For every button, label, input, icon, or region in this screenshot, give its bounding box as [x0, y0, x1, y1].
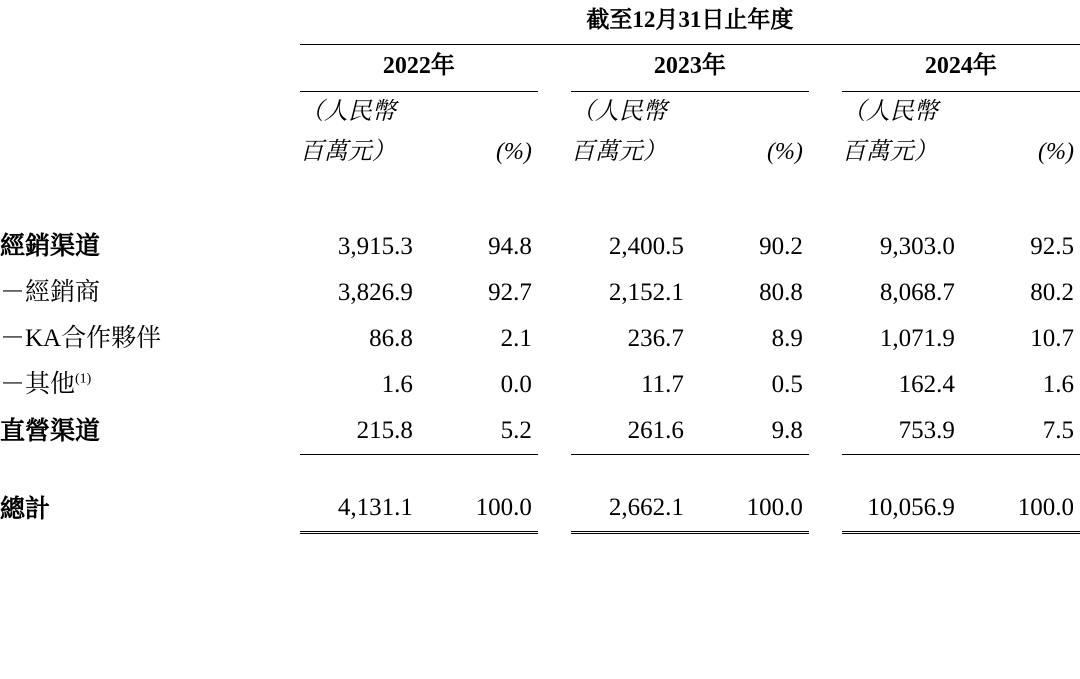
- total-2024-amount: 10,056.9: [842, 485, 961, 533]
- row-label-others: [0, 362, 300, 408]
- row-label-ka-partners: －KA合作夥伴: [0, 325, 162, 352]
- row-gap-2: [809, 316, 842, 362]
- cell-2024-amount: 9,303.0: [879, 233, 955, 260]
- table-row: [0, 270, 1080, 316]
- cell-2023-percent: 80.8: [759, 279, 803, 306]
- table-row: [0, 362, 1080, 408]
- year-header-2024: 2024年: [842, 45, 1080, 92]
- cell-2022-amount: 3,915.3: [337, 233, 413, 260]
- cell-2024-percent: 7.5: [961, 408, 1080, 455]
- period-header: 截至12月31日止年度: [300, 0, 1080, 45]
- year-header-2023: 2023年: [571, 45, 809, 92]
- unit-percent-2023: (%): [766, 139, 803, 165]
- cell-2022-percent: 92.7: [488, 279, 532, 306]
- unit2-gap-1: [538, 132, 571, 172]
- row-gap-2: [809, 224, 842, 270]
- row-gap-2: [809, 362, 842, 408]
- unit-currency-2023: （人民幣: [570, 99, 667, 125]
- total-2023-amount: 2,662.1: [571, 485, 690, 533]
- row-gap-1: [538, 270, 571, 316]
- unit1-gap-1: [538, 92, 571, 133]
- row-gap-1: [538, 408, 571, 455]
- total-2022-percent: 100.0: [419, 485, 538, 533]
- unit-pct-2022-blank: [419, 92, 538, 133]
- spacer-cell: [0, 172, 1080, 224]
- row-gap-1: [538, 362, 571, 408]
- cell-2023-percent: 8.9: [771, 325, 803, 352]
- spacer-row-header: [0, 172, 1080, 224]
- cell-2022-amount: 1.6: [381, 371, 413, 398]
- year-gap-1: [538, 45, 571, 92]
- table-header-year-row: [0, 45, 1080, 92]
- cell-2024-percent: 92.5: [1030, 233, 1074, 260]
- cell-2024-percent: 1.6: [1042, 371, 1074, 398]
- table-total-row: [0, 485, 1080, 533]
- total-gap-2: [809, 485, 842, 533]
- cell-2023-percent: 0.5: [771, 371, 803, 398]
- unit-millions-2024: 百萬元）: [841, 139, 938, 165]
- cell-2023-amount: 236.7: [627, 325, 684, 352]
- unit1-gap-2: [809, 92, 842, 133]
- footnote-marker: (1): [75, 371, 92, 387]
- spacer-cell: [0, 455, 1080, 486]
- total-2023-percent: 100.0: [690, 485, 809, 533]
- spacer-row-total: [0, 455, 1080, 486]
- year-blank-cell: [0, 45, 300, 92]
- unit-millions-2022: 百萬元）: [299, 139, 396, 165]
- total-2024-percent: 100.0: [961, 485, 1080, 533]
- header-blank-cell: [0, 0, 300, 45]
- row-label-others-text: －其他: [0, 371, 76, 398]
- cell-2023-percent: 90.2: [759, 233, 803, 260]
- unit-percent-2022: (%): [495, 139, 532, 165]
- cell-2024-percent: 10.7: [1030, 325, 1074, 352]
- unit-currency-2022: （人民幣: [299, 99, 396, 125]
- cell-2024-amount: 753.9: [842, 408, 961, 455]
- cell-2022-percent: 2.1: [500, 325, 532, 352]
- unit2-blank-cell: [0, 132, 300, 172]
- cell-2022-amount: 3,826.9: [337, 279, 413, 306]
- cell-2022-percent: 94.8: [488, 233, 532, 260]
- total-2022-amount: 4,131.1: [300, 485, 419, 533]
- cell-2023-amount: 2,400.5: [608, 233, 684, 260]
- unit-millions-2023: 百萬元）: [570, 139, 667, 165]
- cell-2024-percent: 80.2: [1030, 279, 1074, 306]
- unit-pct-2023-blank: [690, 92, 809, 133]
- table-unit-row-2: [0, 132, 1080, 172]
- cell-2022-percent: 0.0: [500, 371, 532, 398]
- unit-currency-2024: （人民幣: [841, 99, 938, 125]
- row-gap-2: [809, 408, 842, 455]
- table-header-period-row: [0, 0, 1080, 45]
- cell-2024-amount: 8,068.7: [879, 279, 955, 306]
- cell-2023-amount: 11.7: [641, 371, 684, 398]
- row-gap-2: [809, 270, 842, 316]
- cell-2023-amount: 2,152.1: [608, 279, 684, 306]
- table-row: [0, 224, 1080, 270]
- unit1-blank-cell: [0, 92, 300, 133]
- total-gap-1: [538, 485, 571, 533]
- cell-2024-amount: 162.4: [898, 371, 955, 398]
- row-label-direct-channel: 直營渠道: [0, 417, 101, 445]
- table-unit-row-1: [0, 92, 1080, 133]
- unit-percent-2024: (%): [1038, 139, 1074, 165]
- unit2-gap-2: [809, 132, 842, 172]
- cell-2022-amount: 86.8: [369, 325, 413, 352]
- table-row: [0, 408, 1080, 455]
- row-gap-1: [538, 316, 571, 362]
- cell-2024-amount: 1,071.9: [879, 325, 955, 352]
- row-label-distributors: －經銷商: [0, 279, 101, 306]
- cell-2022-amount: 215.8: [300, 408, 419, 455]
- year-gap-2: [809, 45, 842, 92]
- cell-2023-amount: 261.6: [571, 408, 690, 455]
- table-row: [0, 316, 1080, 362]
- cell-2022-percent: 5.2: [419, 408, 538, 455]
- year-header-2022: 2022年: [300, 45, 538, 92]
- row-label-distribution-channel: 經銷渠道: [0, 233, 101, 260]
- cell-2023-percent: 9.8: [690, 408, 809, 455]
- row-gap-1: [538, 224, 571, 270]
- unit-pct-2024-blank: [961, 92, 1080, 133]
- row-label-total: 總計: [0, 495, 51, 523]
